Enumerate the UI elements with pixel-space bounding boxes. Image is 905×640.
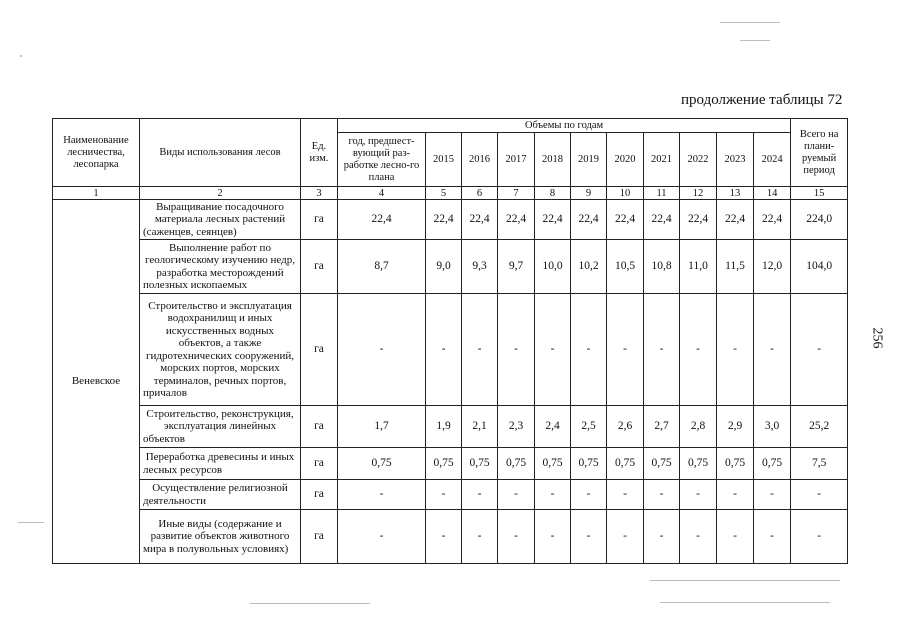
year-value-cell: 22,4 (680, 200, 717, 240)
year-value-cell: - (680, 480, 717, 510)
total-value-cell: - (791, 294, 848, 406)
header-unit: Ед. изм. (301, 119, 338, 187)
total-value-cell: - (791, 510, 848, 564)
table-row (53, 480, 848, 510)
year-value-cell: - (680, 294, 717, 406)
year-value-cell: - (498, 480, 535, 510)
year-value-cell: 0,75 (498, 448, 535, 480)
year-value-cell: 22,4 (754, 200, 791, 240)
scan-noise (660, 602, 830, 603)
year-value-cell: 22,4 (462, 200, 498, 240)
year-value-cell: 22,4 (607, 200, 644, 240)
year-value-cell: 11,0 (680, 240, 717, 294)
unit-cell: га (301, 480, 338, 510)
prev-year-value-cell: - (338, 294, 426, 406)
table-row (53, 240, 848, 294)
year-value-cell: - (717, 510, 754, 564)
year-value-cell: 0,75 (426, 448, 462, 480)
year-value-cell: - (571, 510, 607, 564)
scan-noise (20, 55, 22, 57)
header-year: 2017 (498, 133, 535, 187)
usage-type-cell: Осуществление религиозной деятельности (140, 480, 301, 510)
year-value-cell: 2,6 (607, 406, 644, 448)
year-value-cell: 0,75 (607, 448, 644, 480)
col-index: 5 (426, 187, 462, 200)
unit-cell: га (301, 294, 338, 406)
year-value-cell: 9,0 (426, 240, 462, 294)
year-value-cell: - (498, 510, 535, 564)
year-value-cell: - (462, 294, 498, 406)
year-value-cell: - (426, 510, 462, 564)
year-value-cell: 3,0 (754, 406, 791, 448)
year-value-cell: - (644, 510, 680, 564)
header-year: 2015 (426, 133, 462, 187)
year-value-cell: - (462, 480, 498, 510)
year-value-cell: 22,4 (717, 200, 754, 240)
year-value-cell: 10,0 (535, 240, 571, 294)
unit-cell: га (301, 406, 338, 448)
usage-type-cell: Строительство, реконструкция, эксплуатация линейных объектов (140, 406, 301, 448)
forestry-name-cell: Веневское (53, 200, 140, 564)
year-value-cell: - (754, 510, 791, 564)
col-index: 7 (498, 187, 535, 200)
year-value-cell: - (498, 294, 535, 406)
header-prev-year: год, предшест-вующий раз-работке лесно-го плана (338, 133, 426, 187)
year-value-cell: - (535, 294, 571, 406)
year-value-cell: 0,75 (462, 448, 498, 480)
year-value-cell: 11,5 (717, 240, 754, 294)
year-value-cell: 0,75 (717, 448, 754, 480)
prev-year-value-cell: 0,75 (338, 448, 426, 480)
year-value-cell: - (426, 294, 462, 406)
total-value-cell: - (791, 480, 848, 510)
year-value-cell: - (462, 510, 498, 564)
year-value-cell: 2,9 (717, 406, 754, 448)
unit-cell: га (301, 240, 338, 294)
year-value-cell: - (754, 480, 791, 510)
table-row (53, 406, 848, 448)
col-index: 13 (717, 187, 754, 200)
year-value-cell: 2,3 (498, 406, 535, 448)
year-value-cell: 0,75 (680, 448, 717, 480)
total-value-cell: 104,0 (791, 240, 848, 294)
year-value-cell: 0,75 (754, 448, 791, 480)
col-index: 6 (462, 187, 498, 200)
header-year: 2018 (535, 133, 571, 187)
year-value-cell: 2,8 (680, 406, 717, 448)
year-value-cell: - (607, 294, 644, 406)
year-value-cell: 10,2 (571, 240, 607, 294)
col-index: 2 (140, 187, 301, 200)
header-total: Всего на плани-руемый период (791, 119, 848, 187)
header-year: 2021 (644, 133, 680, 187)
year-value-cell: 1,9 (426, 406, 462, 448)
header-year: 2019 (571, 133, 607, 187)
year-value-cell: - (571, 480, 607, 510)
year-value-cell: 22,4 (644, 200, 680, 240)
usage-type-cell: Выращивание посадочного материала лесных растений (саженцев, сеянцев) (140, 200, 301, 240)
year-value-cell: 0,75 (571, 448, 607, 480)
unit-cell: га (301, 510, 338, 564)
unit-cell: га (301, 200, 338, 240)
prev-year-value-cell: - (338, 480, 426, 510)
table-row (53, 200, 848, 240)
col-index: 4 (338, 187, 426, 200)
col-index: 11 (644, 187, 680, 200)
year-value-cell: 0,75 (644, 448, 680, 480)
year-value-cell: - (607, 480, 644, 510)
year-value-cell: 9,7 (498, 240, 535, 294)
total-value-cell: 7,5 (791, 448, 848, 480)
year-value-cell: 10,8 (644, 240, 680, 294)
usage-type-cell: Переработка древесины и иных лесных ресурсов (140, 448, 301, 480)
col-index: 9 (571, 187, 607, 200)
header-years-group: Объемы по годам (338, 119, 791, 133)
column-index-row (53, 187, 848, 200)
year-value-cell: 2,7 (644, 406, 680, 448)
year-value-cell: - (535, 510, 571, 564)
total-value-cell: 224,0 (791, 200, 848, 240)
table-row (53, 448, 848, 480)
year-value-cell: 22,4 (426, 200, 462, 240)
total-value-cell: 25,2 (791, 406, 848, 448)
year-value-cell: 22,4 (498, 200, 535, 240)
year-value-cell: - (717, 480, 754, 510)
col-index: 8 (535, 187, 571, 200)
header-year: 2022 (680, 133, 717, 187)
usage-type-cell: Строительство и эксплуатация водохранилищ и иных искусственных водных объектов, а также гидротехнических сооружений, морских портов, морских терминалов, речных портов, причалов (140, 294, 301, 406)
year-value-cell: - (717, 294, 754, 406)
table-row (53, 510, 848, 564)
usage-type-cell: Иные виды (содержание и развитие объектов животного мира в полувольных условиях) (140, 510, 301, 564)
header-usage: Виды использования лесов (140, 119, 301, 187)
header-year: 2024 (754, 133, 791, 187)
scan-noise (720, 22, 780, 23)
year-value-cell: 2,5 (571, 406, 607, 448)
col-index: 1 (53, 187, 140, 200)
year-value-cell: 2,4 (535, 406, 571, 448)
year-value-cell: 22,4 (535, 200, 571, 240)
year-value-cell: 9,3 (462, 240, 498, 294)
header-year: 2020 (607, 133, 644, 187)
year-value-cell: - (680, 510, 717, 564)
year-value-cell: 0,75 (535, 448, 571, 480)
year-value-cell: - (426, 480, 462, 510)
col-index: 12 (680, 187, 717, 200)
col-index: 3 (301, 187, 338, 200)
year-value-cell: - (644, 480, 680, 510)
year-value-cell: - (754, 294, 791, 406)
prev-year-value-cell: 22,4 (338, 200, 426, 240)
scan-noise (250, 603, 370, 604)
year-value-cell: 10,5 (607, 240, 644, 294)
prev-year-value-cell: 8,7 (338, 240, 426, 294)
year-value-cell: - (607, 510, 644, 564)
table-caption: продолжение таблицы 72 (681, 92, 843, 108)
year-value-cell: - (644, 294, 680, 406)
usage-type-cell: Выполнение работ по геологическому изучению недр, разработка месторождений полезных ископаемых (140, 240, 301, 294)
col-index: 15 (791, 187, 848, 200)
scan-noise (18, 522, 44, 523)
col-index: 10 (607, 187, 644, 200)
table-row (53, 294, 848, 406)
scan-noise (740, 40, 770, 41)
year-value-cell: 22,4 (571, 200, 607, 240)
header-year: 2023 (717, 133, 754, 187)
page-number: 256 (869, 327, 885, 349)
scan-noise (650, 580, 840, 581)
forest-usage-table (52, 118, 848, 564)
unit-cell: га (301, 448, 338, 480)
header-year: 2016 (462, 133, 498, 187)
year-value-cell: 2,1 (462, 406, 498, 448)
prev-year-value-cell: 1,7 (338, 406, 426, 448)
year-value-cell: - (571, 294, 607, 406)
header-forestry: Наименование лесничества, лесопарка (53, 119, 140, 187)
year-value-cell: - (535, 480, 571, 510)
year-value-cell: 12,0 (754, 240, 791, 294)
prev-year-value-cell: - (338, 510, 426, 564)
col-index: 14 (754, 187, 791, 200)
